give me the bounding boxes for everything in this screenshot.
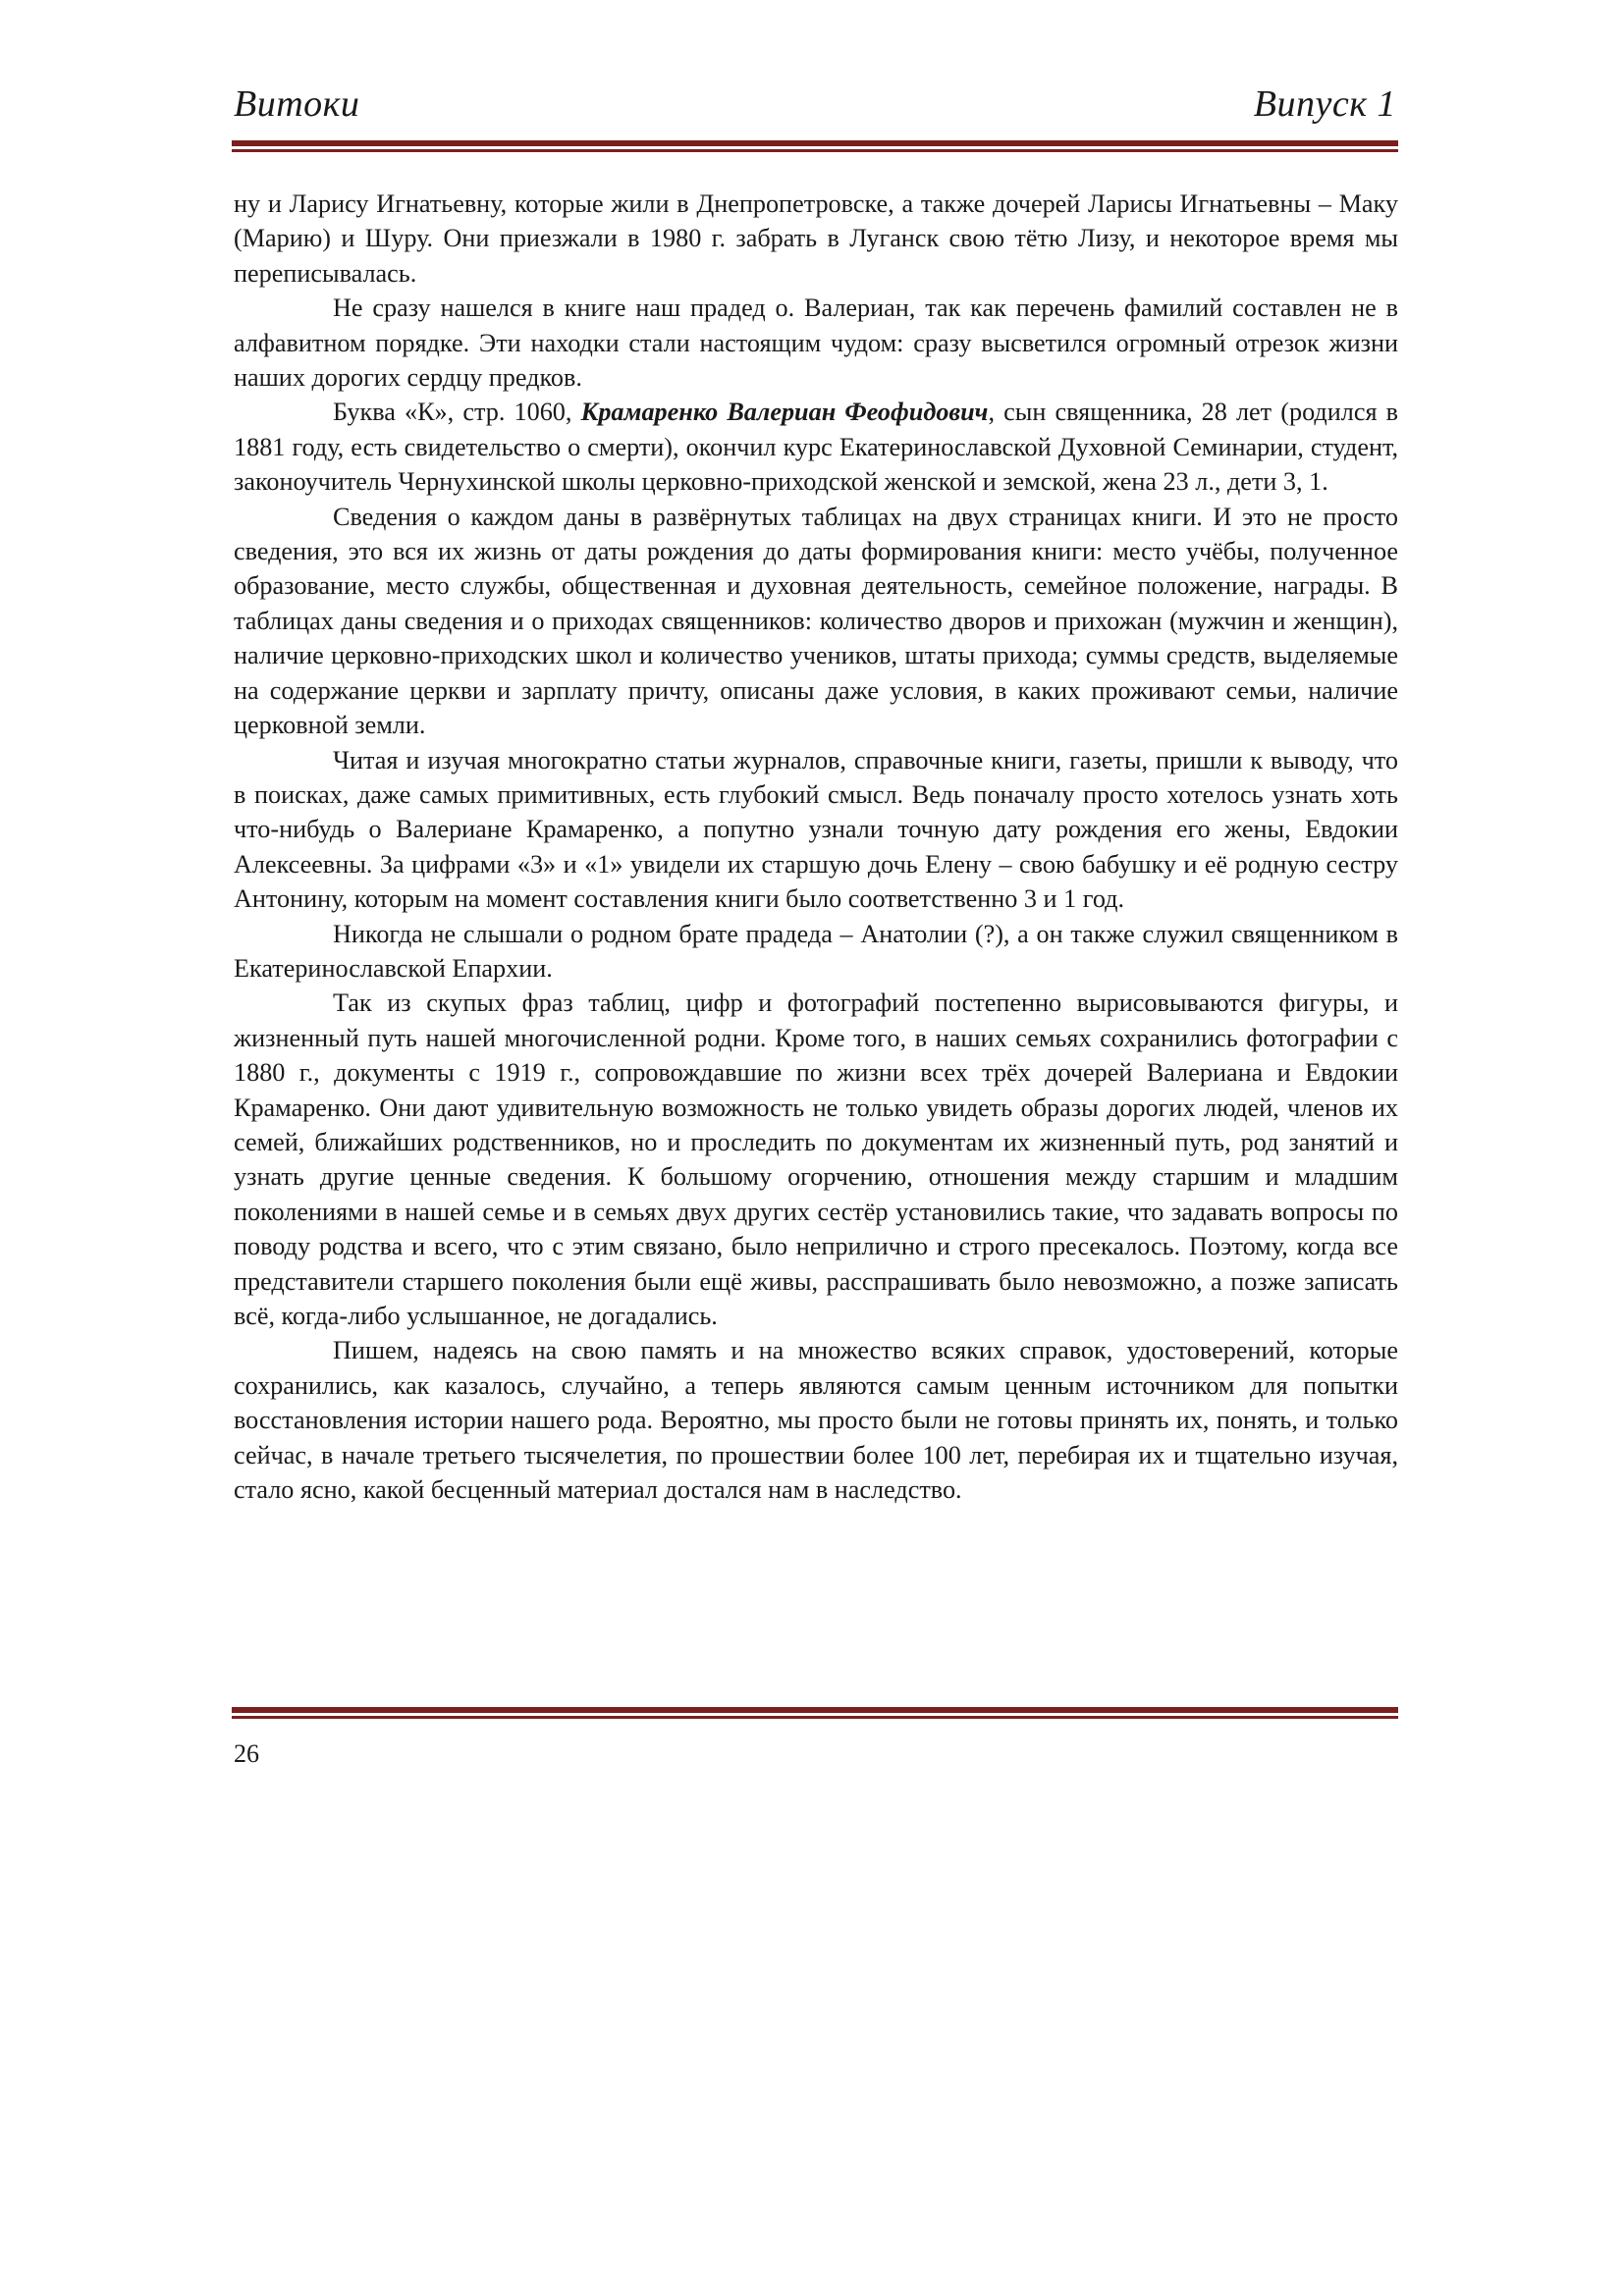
paragraph: Пишем, надеясь на свою память и на множество всяких справок, удостоверений, которые сохранились, как казалось, случайно, а теперь являются самым ценным источником для попытки восстановления истории нашего рода. Вероятно, мы просто были не готовы принять их, понять, и только сейчас, в начале третьего тысячелетия, по прошествии более 100 лет, перебирая их и тщательно изучая, стало ясно, какой бесценный материал достался нам в наследство. [234,1336,1398,1505]
person-name: Крамаренко Валериан Феофидович [580,398,989,427]
paragraph: ну и Ларису Игнатьевну, которые жили в Днепропетровске, а также дочерей Ларисы Игнатьевны – Маку (Марию) и Шуру. Они приезжали в 1980 г. забрать в Луганск свою тётю Лизу, и некоторое время мы переписывалась. [234,189,1398,288]
journal-title: Витоки [234,83,360,125]
paragraph: Никогда не слышали о родном брате прадеда – Анатолии (?), а он также служил священником в Екатеринославской Епархии. [234,919,1398,983]
paragraph: Сведения о каждом даны в развёрнутых таблицах на двух страницах книги. И это не просто сведения, это вся их жизнь от даты рождения до даты формирования книги: место учёбы, полученное образование, место службы, общественная и духовная деятельность, семейное положение, награды. В таблицах даны сведения и о приходах священников: количество дворов и прихожан (мужчин и женщин), наличие церковно-приходских школ и количество учеников, штаты прихода; суммы средств, выделяемые на содержание церкви и зарплату причту, описаны даже условия, в каких проживают семьи, наличие церковной земли. [234,502,1398,740]
header-rule [232,140,1398,152]
footer-rule [232,1707,1398,1719]
paragraph-text: , сын священника, 28 лет (родился в 1881 году, есть свидетельство о смерти), окончил курс Екатеринославской Духовной Семинарии, студент, законоучитель Чернухинской школы церковно-приходской женской и земской, жена 23 л., дети 3, 1. [234,398,1399,497]
page-header [234,79,1396,126]
paragraph: Читая и изучая многократно статьи журналов, справочные книги, газеты, пришли к выводу, что в поисках, даже самых примитивных, есть глубокий смысл. Ведь поначалу просто хотелось узнать хоть что-нибудь о Валериане Крамаренко, а попутно узнали точную дату рождения его жены, Евдокии Алексеевны. За цифрами «3» и «1» увидели их старшую дочь Елену – свою бабушку и её родную сестру Антонину, которым на момент составления книги было соответственно 3 и 1 год. [234,745,1398,914]
paragraph-text: Буква «К», стр. 1060, [333,398,581,427]
article-body [234,187,1398,1507]
paragraph: Не сразу нашелся в книге наш прадед о. Валериан, так как перечень фамилий составлен не в алфавитном порядке. Эти находки стали настоящим чудом: сразу высветился огромный отрезок жизни наших дорогих сердцу предков. [234,294,1398,393]
issue-label: Випуск 1 [1253,83,1396,125]
page-number: 26 [234,1739,259,1768]
paragraph: Так из скупых фраз таблиц, цифр и фотографий постепенно вырисовываются фигуры, и жизненный путь нашей многочисленной родни. Кроме того, в наших семьях сохранились фотографии с 1880 г., документы с 1919 г., сопровождавшие по жизни всех трёх дочерей Валериана и Евдокии Крамаренко. Они дают удивительную возможность не только увидеть образы дорогих людей, членов их семей, ближайших родственников, но и проследить по документам их жизненный путь, род занятий и узнать другие ценные сведения. К большому огорчению, отношения между старшим и младшим поколениями в нашей семье и в семьях двух других сестёр установились такие, что задавать вопросы по поводу родства и всего, что с этим связано, было неприлично и строго пресекалось. Поэтому, когда все представители старшего поколения были ещё живы, расспрашивать было невозможно, а позже записать всё, когда-либо услышанное, не догадались. [234,988,1398,1330]
paragraph [234,395,1398,499]
